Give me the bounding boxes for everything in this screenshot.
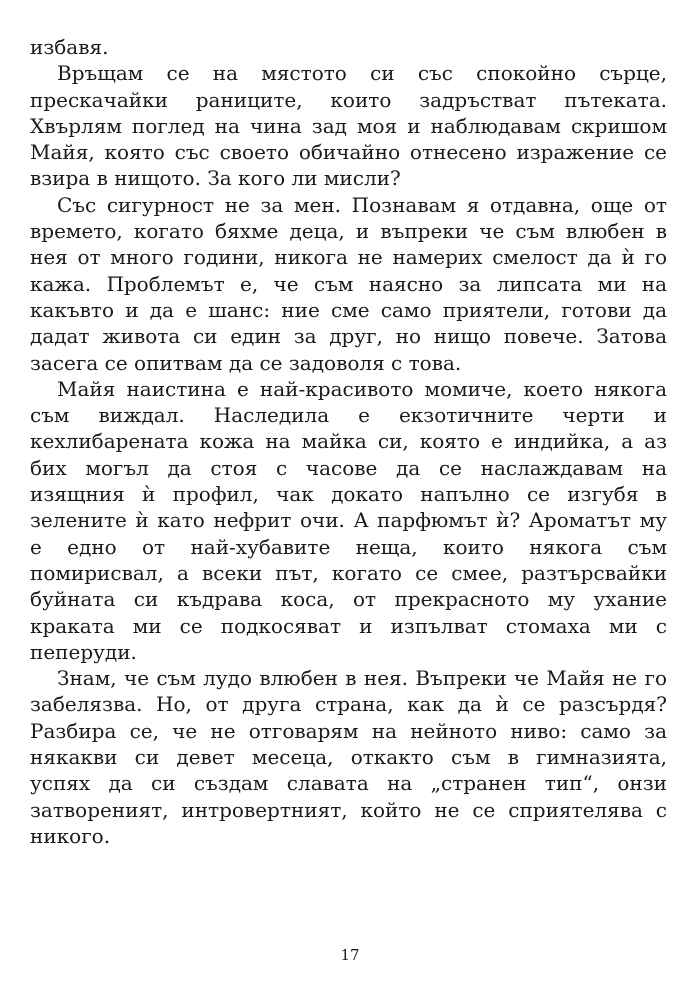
text-line: засега се опитвам да се задоволя с това. <box>30 350 462 375</box>
text-line: Знам, че съм лудо влюбен в нея. Въпреки че Майя не го <box>57 666 667 691</box>
text-line: Със сигурност не за мен. Познавам я отдавна, още от <box>57 192 667 217</box>
text-line: дадат живота си един за друг, но нищо повече. Затова <box>30 324 667 349</box>
text-line: прескачайки раниците, които задръстват пътеката. <box>30 87 667 112</box>
text-line: никого. <box>30 823 111 848</box>
paragraph <box>30 192 667 376</box>
text-line: бих могъл да стоя с часове да се наслаждавам на <box>30 455 667 480</box>
text-line: избавя. <box>30 35 109 59</box>
text-line: Хвърлям поглед на чина зад моя и наблюдавам скришом <box>30 113 667 138</box>
text-line: Разбира се, че не отговарям на нейното ниво: само за <box>30 718 667 743</box>
text-line: Майя наистина е най-красивото момиче, което някога <box>57 376 667 401</box>
text-line: Майя, която със своето обичайно отнесено изражение се <box>30 140 667 165</box>
text-line: нея от много години, никога не намерих смелост да ѝ го <box>30 245 667 270</box>
text-line: какъвто и да е шанс: ние сме само приятели, готови да <box>30 297 667 322</box>
text-line: съм виждал. Наследила е екзотичните черти и <box>30 403 667 428</box>
book-page-body <box>30 34 667 849</box>
text-line: е едно от най-хубавите неща, които някога съм <box>30 534 667 559</box>
text-line: затвореният, интровертният, който не се сприятелява с <box>30 797 667 822</box>
text-line: краката ми се подкосяват и изпълват стомаха ми с <box>30 613 667 638</box>
text-line: буйната си къдрава коса, от прекрасното му ухание <box>30 587 667 612</box>
paragraph <box>30 34 667 60</box>
text-line: изящния ѝ профил, чак докато напълно се изгубя в <box>30 482 667 507</box>
paragraph <box>30 665 667 849</box>
text-line: забелязва. Но, от друга страна, как да ѝ се разсърдя? <box>30 692 667 717</box>
text-line: някакви си девет месеца, откакто съм в гимназията, <box>30 745 667 770</box>
text-line: кажа. Проблемът е, че съм наясно за липсата ми на <box>30 271 667 296</box>
text-line: пеперуди. <box>30 639 137 664</box>
text-line: взира в нищото. За кого ли мисли? <box>30 166 401 191</box>
text-line: времето, когато бяхме деца, и въпреки че съм влюбен в <box>30 219 667 244</box>
text-line: зелените ѝ като нефрит очи. А парфюмът ѝ? Ароматът му <box>30 508 667 533</box>
text-line: Връщам се на мястото си със спокойно сърце, <box>57 61 667 86</box>
page-number: 17 <box>340 946 360 964</box>
paragraph <box>30 60 667 191</box>
text-line: кехлибарената кожа на майка си, която е индийка, а аз <box>30 429 667 454</box>
text-line: помирисвал, а всеки път, когато се смее, разтърсвайки <box>30 560 667 585</box>
text-line: успях да си създам славата на „странен тип“, онзи <box>30 771 667 796</box>
paragraph <box>30 376 667 665</box>
